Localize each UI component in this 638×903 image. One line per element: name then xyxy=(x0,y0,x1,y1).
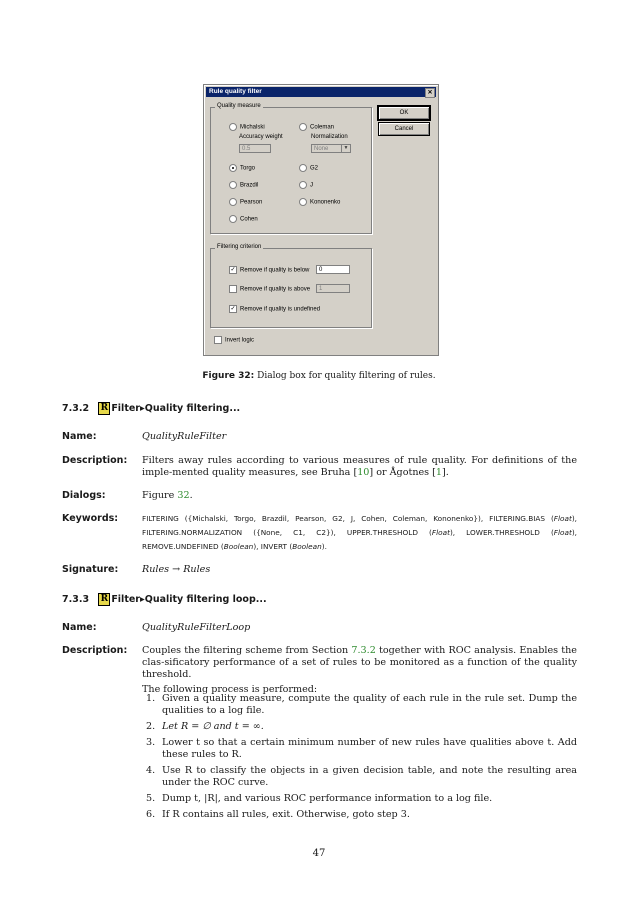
description-value: Filters away rules according to various measures of rule quality. For definitions of the imple-mented quality measures, see Bruha [10] or Ågotnes [1]. xyxy=(142,455,577,478)
checkbox-icon xyxy=(229,285,237,293)
figure-link[interactable]: 32 xyxy=(177,490,190,501)
dialogs-key: Dialogs: xyxy=(62,490,106,501)
section-number: 7.3.2 xyxy=(62,403,90,414)
radio-label: Kononenko xyxy=(310,199,341,206)
section-heading-7-3-2 xyxy=(62,402,240,415)
quality-measure-group xyxy=(210,103,372,234)
description-key: Description: xyxy=(62,645,128,656)
checkbox-icon xyxy=(214,336,222,344)
radio-icon xyxy=(299,164,307,172)
list-item: 4. Use R to classify the objects in a given decision table, and note the resulting area under the ROC curve. xyxy=(146,765,577,788)
radio-label: Michalski xyxy=(240,124,265,131)
figure-caption-label: Figure 32: xyxy=(202,371,255,381)
accuracy-weight-label: Accuracy weight xyxy=(239,134,283,140)
figure-caption-text: Dialog box for quality filtering of rules. xyxy=(257,371,436,381)
normalization-label: Normalization xyxy=(311,134,348,140)
section-number: 7.3.3 xyxy=(62,594,90,605)
filtering-criterion-legend: Filtering criterion xyxy=(217,244,262,250)
signature-key: Signature: xyxy=(62,564,119,575)
keywords-key: Keywords: xyxy=(62,513,119,524)
process-intro: The following process is performed: xyxy=(142,684,318,695)
accuracy-weight-input[interactable]: 0.5 xyxy=(239,144,271,153)
radio-icon xyxy=(229,123,237,131)
check-icon: ✓ xyxy=(230,306,236,312)
name-value: QualityRuleFilter xyxy=(142,431,227,442)
list-item: 2. Let R = ∅ and t = ∞. xyxy=(146,721,264,732)
radio-icon xyxy=(229,198,237,206)
remove-below-checkbox[interactable] xyxy=(229,266,309,275)
description-key: Description: xyxy=(62,455,128,466)
below-threshold-input[interactable]: 0 xyxy=(316,265,350,274)
normalization-select[interactable] xyxy=(311,144,351,153)
remove-undefined-checkbox[interactable] xyxy=(229,305,320,314)
radio-icon xyxy=(229,164,237,172)
checkbox-label: Remove if quality is below xyxy=(240,267,310,274)
close-icon[interactable]: ✕ xyxy=(425,88,435,98)
radio-cohen[interactable] xyxy=(229,215,258,224)
section-menu-path: Filter▸Quality filtering... xyxy=(111,403,241,414)
name-key: Name: xyxy=(62,622,97,633)
quality-measure-legend: Quality measure xyxy=(217,103,261,109)
radio-icon xyxy=(229,215,237,223)
radio-icon xyxy=(299,181,307,189)
filtering-criterion-group xyxy=(210,244,372,328)
figure-caption xyxy=(0,371,638,381)
list-item: 3. Lower t so that a certain minimum number of new rules have qualities above t. Add these rules to R. xyxy=(146,737,577,760)
invert-logic-checkbox[interactable] xyxy=(214,336,254,345)
above-threshold-input[interactable]: 1 xyxy=(316,284,350,293)
radio-label: Torgo xyxy=(240,165,256,172)
ok-button[interactable]: OK xyxy=(378,106,430,120)
list-item: 5. Dump t, |R|, and various ROC performance information to a log file. xyxy=(146,793,493,804)
section-menu-path: Filter▸Quality filtering loop... xyxy=(111,594,267,605)
radio-label: Brazdil xyxy=(240,182,259,189)
radio-icon xyxy=(229,181,237,189)
radio-j[interactable] xyxy=(299,181,313,190)
list-item: 6. If R contains all rules, exit. Otherwise, goto step 3. xyxy=(146,809,410,820)
check-icon: ✓ xyxy=(230,267,236,273)
citation-link[interactable]: 1 xyxy=(435,467,443,478)
page-number: 47 xyxy=(312,848,326,859)
radio-label: J xyxy=(310,182,313,189)
rule-quality-filter-dialog xyxy=(203,84,439,356)
radio-label: G2 xyxy=(310,165,319,172)
dialog-title: Rule quality filter xyxy=(209,88,262,95)
rosetta-r-icon: R xyxy=(98,402,110,415)
name-key: Name: xyxy=(62,431,97,442)
description-value: Couples the filtering scheme from Section 7.3.2 together with ROC analysis. Enables the clas-sificatory performance of a set of rules to be monitored as a function of the quality threshold. The following process is performed: xyxy=(142,645,577,695)
dialog-titlebar xyxy=(206,87,436,97)
section-link[interactable]: 7.3.2 xyxy=(351,645,376,656)
normalization-value: None xyxy=(314,146,329,152)
radio-michalski[interactable] xyxy=(229,123,265,132)
radio-coleman[interactable] xyxy=(299,123,334,132)
radio-label: Coleman xyxy=(310,124,335,131)
radio-icon xyxy=(299,198,307,206)
list-item: 1. Given a quality measure, compute the quality of each rule in the rule set. Dump the qualities to a log file. xyxy=(146,693,577,716)
radio-kononenko[interactable] xyxy=(299,198,340,207)
citation-link[interactable]: 10 xyxy=(357,467,370,478)
signature-value: Rules → Rules xyxy=(142,564,211,575)
process-steps-list xyxy=(142,693,577,825)
radio-label: Pearson xyxy=(240,199,263,206)
radio-g2[interactable] xyxy=(299,164,318,173)
checkbox-label: Remove if quality is above xyxy=(240,286,311,293)
rosetta-r-icon: R xyxy=(98,593,110,606)
section-heading-7-3-3 xyxy=(62,593,267,606)
radio-pearson[interactable] xyxy=(229,198,262,207)
radio-torgo[interactable] xyxy=(229,164,255,173)
cancel-button[interactable]: Cancel xyxy=(378,122,430,136)
checkbox-label: Remove if quality is undefined xyxy=(240,306,321,313)
radio-brazdil[interactable] xyxy=(229,181,258,190)
dialogs-value: Figure 32. xyxy=(142,490,193,501)
radio-label: Cohen xyxy=(240,216,258,223)
name-value: QualityRuleFilterLoop xyxy=(142,622,251,633)
radio-icon xyxy=(299,123,307,131)
keywords-value: FILTERING ({Michalski, Torgo, Brazdil, Pearson, G2, J, Cohen, Coleman, Kononenko}), FILTERING.BIAS (Float), FILTERING.NORMALIZATION ({None, C1, C2}), UPPER.THRESHOLD (Float), LOWER.THRESHOLD (Float), REMOVE.UNDEFINED (Boolean), INVERT (Boolean). xyxy=(142,514,577,551)
checkbox-label: Invert logic xyxy=(225,337,255,344)
remove-above-checkbox[interactable] xyxy=(229,285,310,294)
chevron-down-icon[interactable]: ▼ xyxy=(341,145,350,152)
